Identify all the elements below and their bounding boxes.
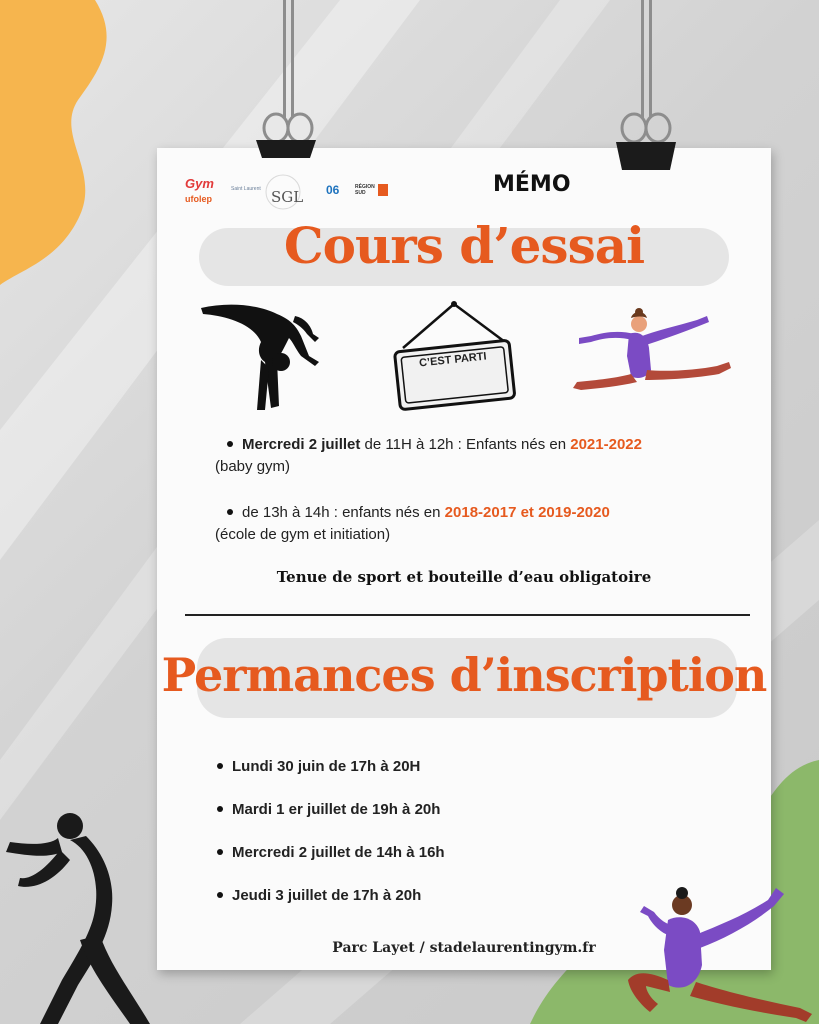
footer-text: Parc Layet / stadelaurentingym.fr [332, 940, 596, 956]
sign-label: C’EST PARTI [418, 350, 488, 370]
trial-title: Cours d’essai [283, 216, 645, 275]
ufolep-logo: ufolep [185, 194, 212, 204]
registration-item-2-text: Mardi 1 er juillet de 19h à 20h [232, 801, 441, 818]
saint-laurent-logo: Saint Laurent [231, 186, 261, 192]
trial-item-1-day: Mercredi 2 juillet [242, 436, 361, 453]
sgl-logo: SGL [271, 188, 304, 206]
trial-item-2-time: de 13h à 14h : enfants nés en [242, 504, 445, 521]
registration-item-3-text: Mercredi 2 juillet de 14h à 16h [232, 844, 445, 861]
registration-item-4-text: Jeudi 3 juillet de 17h à 20h [232, 887, 422, 904]
trial-item-1-note: (baby gym) [215, 458, 291, 475]
registration-title: Permances d’inscription [161, 648, 767, 702]
06-logo: 06 [326, 183, 340, 197]
gym-logo: Gym [185, 176, 214, 191]
svg-text:SUD: SUD [355, 190, 366, 196]
registration-item-1-text: Lundi 30 juin de 17h à 20H [232, 758, 421, 775]
trial-item-2-note: (école de gym et initiation) [215, 526, 391, 543]
trial-item-1-time: de 11H à 12h : Enfants nés en [360, 436, 571, 453]
region-sud-logo: RÉGION [355, 184, 375, 190]
memo-label: MÉMO [493, 172, 571, 197]
trial-item-1-years: 2021-2022 [570, 436, 642, 453]
requirement-note: Tenue de sport et bouteille d’eau obligatoire [276, 568, 652, 586]
trial-item-2-years: 2018-2017 et 2019-2020 [444, 504, 610, 521]
